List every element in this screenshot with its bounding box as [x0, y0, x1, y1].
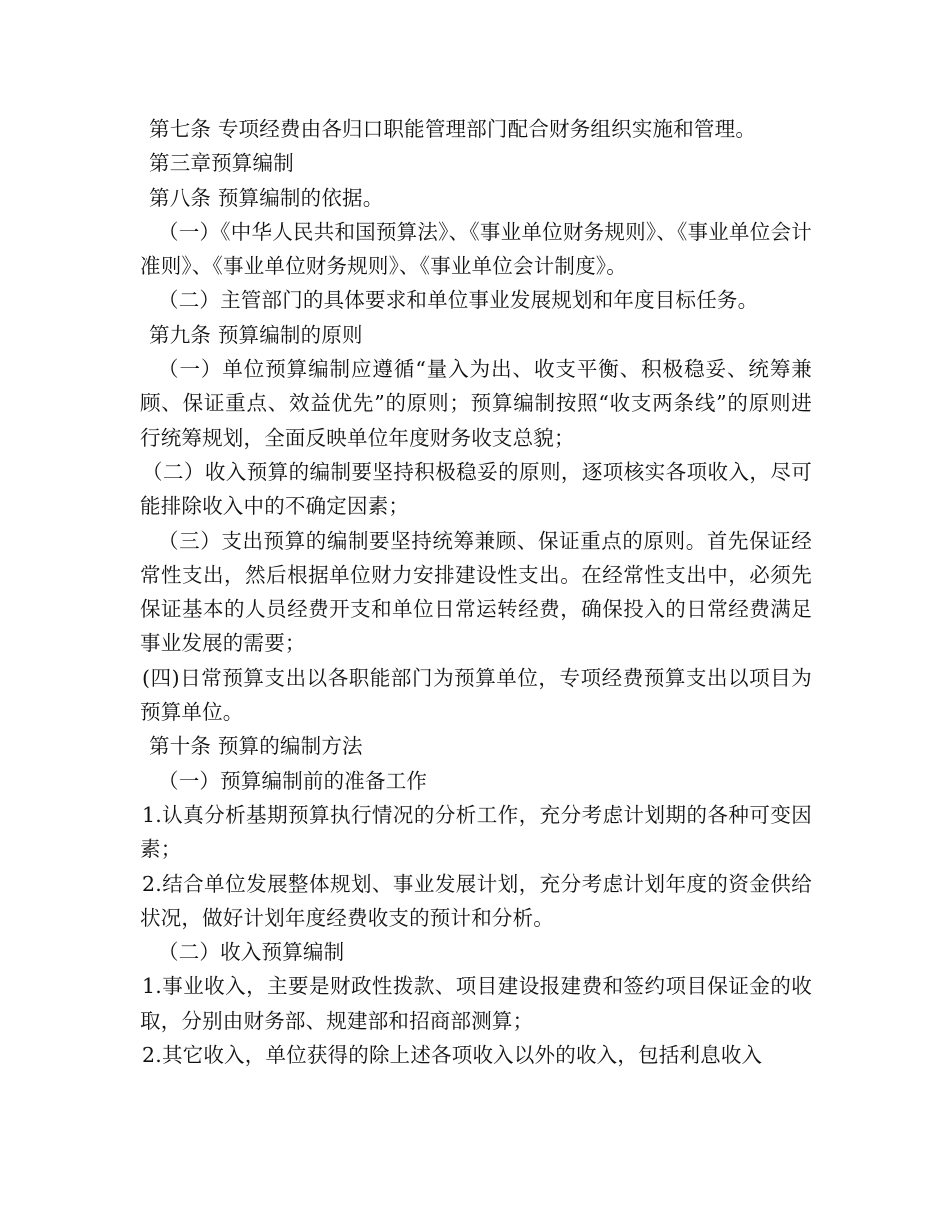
article-10-section-2-heading: （二）收入预算编制	[158, 940, 345, 965]
chapter-3-heading: 第三章预算编制	[149, 151, 294, 176]
document-body	[140, 112, 812, 1072]
article-9-item-4: (四)日常预算支出以各职能部门为预算单位，专项经费预算支出以项目为预算单位。	[140, 665, 812, 725]
article-9-item-1: （一）单位预算编制应遵循“量入为出、收支平衡、积极稳妥、统筹兼顾、保证重点、效益优先”的原则；预算编制按照“收支两条线”的原则进行统筹规划，全面反映单位年度财务收支总貌；	[140, 357, 812, 450]
article-8-item-1: （一）《中华人民共和国预算法》、《事业单位财务规则》、《事业单位会计准则》、《事业单位财务规则》、《事业单位会计制度》。	[140, 219, 812, 279]
article-10-section-1-heading: （一）预算编制前的准备工作	[158, 768, 428, 793]
article-10-section-2-item-1: 1.事业收入，主要是财政性拨款、项目建设报建费和签约项目保证金的收取，分别由财务部、规建部和招商部测算；	[140, 974, 812, 1033]
article-10-section-2-item-2: 2.其它收入，单位获得的除上述各项收入以外的收入，包括利息收入	[142, 1043, 763, 1068]
article-8-heading: 第八条 预算编制的依据。	[149, 185, 384, 210]
article-9-item-2: （二）收入预算的编制要坚持积极稳妥的原则，逐项核实各项收入，尽可能排除收入中的不确定因素；	[140, 459, 812, 519]
article-8-item-2: （二）主管部门的具体要求和单位事业发展规划和年度目标任务。	[158, 288, 759, 313]
article-7-paragraph: 第七条 专项经费由各归口职能管理部门配合财务组织实施和管理。	[149, 117, 757, 141]
article-10-section-1-item-2: 2.结合单位发展整体规划、事业发展计划，充分考虑计划年度的资金供给状况，做好计划年度经费收支的预计和分析。	[140, 871, 812, 930]
article-9-heading: 第九条 预算编制的原则	[149, 322, 363, 347]
article-9-item-3: （三）支出预算的编制要坚持统筹兼顾、保证重点的原则。首先保证经常性支出，然后根据单位财力安排建设性支出。在经常性支出中，必须先保证基本的人员经费开支和单位日常运转经费，确保投入的日常经费满足事业发展的需要；	[140, 528, 812, 656]
article-10-section-1-item-1: 1.认真分析基期预算执行情况的分析工作，充分考虑计划期的各种可变因素；	[140, 802, 812, 862]
article-10-heading: 第十条 预算的编制方法	[149, 734, 363, 759]
